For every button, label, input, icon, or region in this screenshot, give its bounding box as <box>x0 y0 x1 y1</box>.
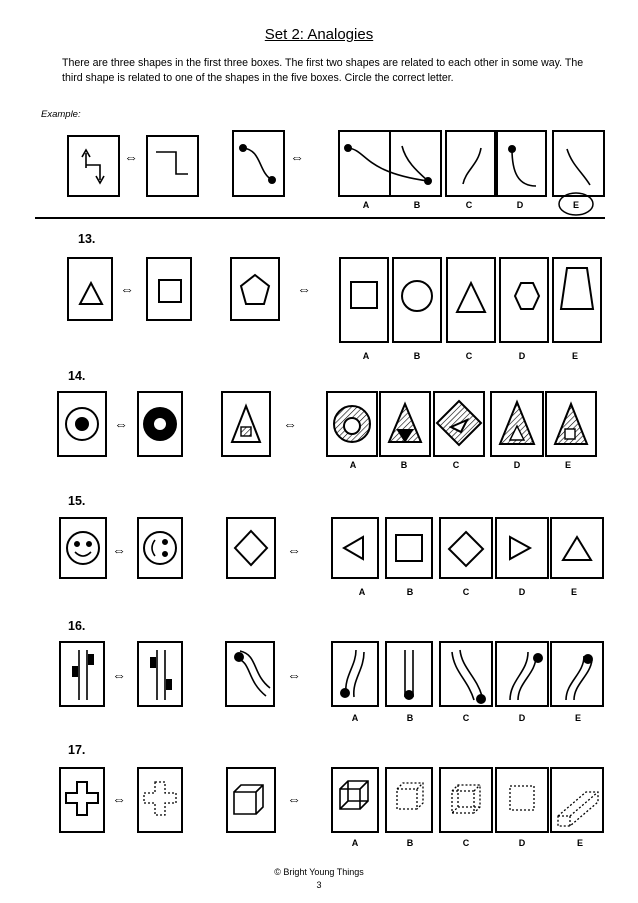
option-letter-d[interactable]: D <box>518 351 526 361</box>
option-letter-b[interactable]: B <box>400 460 408 470</box>
option-letter-c[interactable]: C <box>462 713 470 723</box>
option-letter-e[interactable]: E <box>574 713 581 723</box>
option-letter-c[interactable]: C <box>462 587 470 597</box>
option-letter-a[interactable]: A <box>351 838 359 848</box>
relation-arrow: ⇔ <box>112 667 126 683</box>
relation-arrow: ⇔ <box>287 667 301 683</box>
relation-arrow: ⇔ <box>112 791 126 807</box>
option-letter-a[interactable]: A <box>351 713 359 723</box>
relation-arrow: ⇔ <box>112 542 126 558</box>
page-number: 3 <box>316 880 322 890</box>
relation-arrow: ⇔ <box>290 149 304 165</box>
example-option-c <box>446 131 497 196</box>
relation-arrow: ⇔ <box>287 542 301 558</box>
question-number-14: 14. <box>68 369 86 383</box>
example-answer-letter[interactable]: E <box>572 200 579 210</box>
option-letter-c[interactable]: C <box>462 838 470 848</box>
option-letter-d[interactable]: D <box>518 587 526 597</box>
option-letter-a[interactable]: A <box>362 200 370 210</box>
option-letter-e[interactable]: E <box>576 838 583 848</box>
arrow-path-icon <box>82 150 104 183</box>
option-letter-c[interactable]: C <box>465 351 473 361</box>
option-letter-c[interactable]: C <box>452 460 460 470</box>
question-number-15: 15. <box>68 494 86 508</box>
example-option-a <box>339 131 390 196</box>
option-letter-d[interactable]: D <box>516 200 524 210</box>
example-option-b <box>390 131 441 196</box>
option-letter-d[interactable]: D <box>513 460 521 470</box>
option-letter-b[interactable]: B <box>413 200 421 210</box>
example-box-3 <box>233 131 284 196</box>
relation-arrow: ⇔ <box>124 149 138 165</box>
option-letter-e[interactable]: E <box>564 460 571 470</box>
instructions: There are three shapes in the first three boxes. The first two shapes are related to each other in some way. The third shape is related to one of the shapes in the five boxes. Circle the correct letter. <box>62 57 584 84</box>
question-number-17: 17. <box>68 743 86 757</box>
question-number-16: 16. <box>68 619 86 633</box>
option-letter-b[interactable]: B <box>406 713 414 723</box>
option-letter-b[interactable]: B <box>406 838 414 848</box>
option-letter-d[interactable]: D <box>518 838 526 848</box>
question-number-13: 13. <box>78 232 96 246</box>
page-title: Set 2: Analogies <box>264 26 374 43</box>
example-box-1 <box>68 136 119 196</box>
example-box-2 <box>147 136 198 196</box>
relation-arrow: ⇔ <box>297 281 311 297</box>
option-letter-a[interactable]: A <box>358 587 366 597</box>
example-option-e <box>553 131 604 196</box>
option-letter-a[interactable]: A <box>349 460 357 470</box>
relation-arrow: ⇔ <box>283 416 297 432</box>
relation-arrow: ⇔ <box>114 416 128 432</box>
example-label: Example: <box>41 109 81 120</box>
option-letter-e[interactable]: E <box>570 587 577 597</box>
option-letter-c[interactable]: C <box>465 200 473 210</box>
footer <box>0 866 638 892</box>
example-option-d <box>495 131 546 196</box>
option-letter-a[interactable]: A <box>362 351 370 361</box>
option-letter-b[interactable]: B <box>406 587 414 597</box>
copyright-text: © Bright Young Things <box>274 867 364 877</box>
relation-arrow: ⇔ <box>287 791 301 807</box>
relation-arrow: ⇔ <box>120 281 134 297</box>
option-letter-d[interactable]: D <box>518 713 526 723</box>
option-letter-e[interactable]: E <box>571 351 578 361</box>
step-line-icon <box>156 152 188 174</box>
option-letter-b[interactable]: B <box>413 351 421 361</box>
